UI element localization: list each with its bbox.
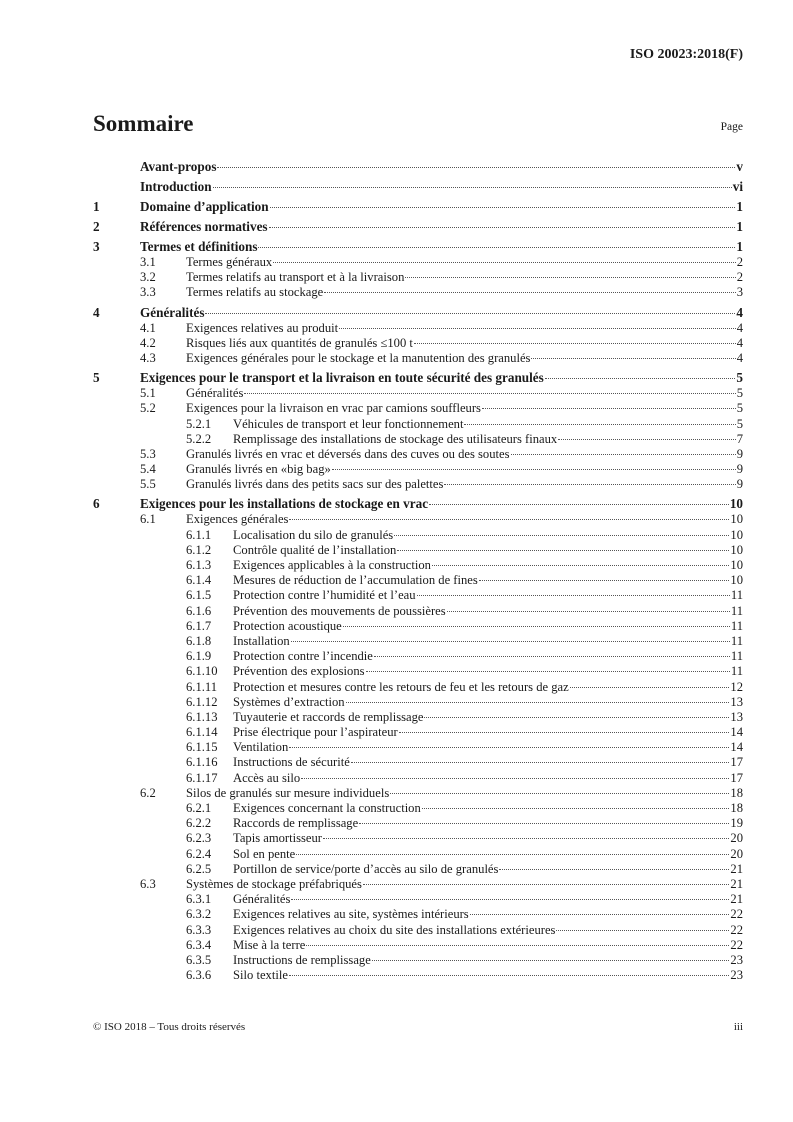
entry-page: 19 bbox=[730, 816, 743, 831]
dot-leader bbox=[339, 328, 736, 329]
entry-page: 11 bbox=[730, 649, 743, 664]
dot-leader bbox=[394, 535, 729, 536]
entry-number: 6.1 bbox=[140, 512, 156, 527]
dot-leader bbox=[422, 808, 730, 809]
toc-entry[interactable] bbox=[93, 664, 743, 679]
entry-page: 2 bbox=[736, 255, 743, 269]
toc-entry[interactable] bbox=[93, 573, 743, 588]
dot-leader bbox=[306, 945, 729, 946]
entry-title: Sol en pente bbox=[233, 846, 296, 861]
dot-leader bbox=[429, 504, 729, 505]
entry-number: 4 bbox=[93, 304, 100, 320]
entry-number: 6.1.6 bbox=[186, 603, 212, 618]
entry-number: 6.1.9 bbox=[186, 649, 212, 664]
page-column-label: Page bbox=[720, 121, 743, 133]
dot-leader bbox=[482, 408, 736, 409]
toc-entry[interactable] bbox=[93, 847, 743, 862]
entry-number: 5.2.2 bbox=[186, 431, 212, 446]
entry-number: 5.5 bbox=[140, 477, 156, 492]
dot-leader bbox=[217, 167, 735, 168]
dot-leader bbox=[289, 519, 729, 520]
entry-title: Généralités bbox=[186, 386, 244, 401]
entry-title: Généralités bbox=[140, 304, 205, 320]
document-id: ISO 20023:2018(F) bbox=[629, 47, 743, 62]
toc-entry[interactable] bbox=[93, 604, 743, 619]
toc-entry[interactable] bbox=[93, 285, 743, 300]
dot-leader bbox=[405, 277, 735, 278]
dot-leader bbox=[399, 732, 730, 733]
entry-title: Granulés livrés en vrac et déversés dans des cuves ou des soutes bbox=[186, 446, 510, 461]
dot-leader bbox=[244, 393, 735, 394]
toc-entry[interactable] bbox=[93, 680, 743, 695]
entry-number: 4.3 bbox=[140, 350, 156, 365]
entry-page: 10 bbox=[730, 573, 743, 588]
toc-entry[interactable] bbox=[93, 710, 743, 725]
dot-leader bbox=[270, 207, 736, 208]
entry-page: 23 bbox=[730, 952, 743, 967]
entry-number: 6.2.4 bbox=[186, 846, 212, 861]
entry-page: 5 bbox=[736, 401, 743, 416]
page-number: iii bbox=[733, 1021, 743, 1033]
entry-title: Protection contre l’humidité et l’eau bbox=[233, 588, 416, 603]
toc-entry[interactable] bbox=[93, 417, 743, 432]
entry-number: 6.2.2 bbox=[186, 816, 212, 831]
entry-number: 6.1.5 bbox=[186, 588, 212, 603]
dot-leader bbox=[511, 454, 736, 455]
dot-leader bbox=[397, 550, 729, 551]
toc-entry[interactable] bbox=[93, 270, 743, 285]
entry-page: 1 bbox=[736, 239, 743, 254]
dot-leader bbox=[464, 424, 735, 425]
entry-page: 11 bbox=[730, 618, 743, 633]
entry-page: 4 bbox=[736, 335, 743, 350]
toc-entry[interactable] bbox=[93, 447, 743, 462]
entry-title: Prévention des mouvements de poussières bbox=[233, 603, 446, 618]
entry-title: Termes et définitions bbox=[140, 239, 258, 254]
dot-leader bbox=[289, 747, 729, 748]
entry-page: 5 bbox=[736, 386, 743, 401]
entry-title: Accès au silo bbox=[233, 770, 301, 785]
toc-entry[interactable] bbox=[93, 695, 743, 710]
entry-number: 6.1.8 bbox=[186, 633, 212, 648]
entry-page: 10 bbox=[730, 542, 743, 557]
entry-title: Silos de granulés sur mesure individuels bbox=[186, 785, 390, 800]
entry-page: 9 bbox=[736, 446, 743, 461]
entry-number: 6.1.2 bbox=[186, 542, 212, 557]
entry-page: 10 bbox=[729, 496, 743, 512]
entry-page: 21 bbox=[730, 892, 743, 907]
toc-entry[interactable] bbox=[93, 238, 743, 255]
entry-title: Protection contre l’incendie bbox=[233, 649, 373, 664]
toc-entry[interactable] bbox=[93, 401, 743, 416]
dot-leader bbox=[374, 656, 730, 657]
entry-number: 6.3.6 bbox=[186, 968, 212, 983]
entry-number: 6.1.1 bbox=[186, 527, 212, 542]
entry-page: 1 bbox=[736, 199, 743, 214]
entry-title: Remplissage des installations de stockage des utilisateurs finaux bbox=[233, 431, 558, 446]
entry-title: Exigences relatives au produit bbox=[186, 320, 339, 335]
toc-entry[interactable] bbox=[93, 432, 743, 447]
entry-page: 5 bbox=[736, 370, 743, 386]
dot-leader bbox=[447, 611, 730, 612]
entry-page: 13 bbox=[730, 709, 743, 724]
entry-page: 10 bbox=[730, 527, 743, 542]
entry-page: 21 bbox=[730, 876, 743, 891]
entry-title: Termes généraux bbox=[186, 255, 273, 269]
entry-number: 5.4 bbox=[140, 462, 156, 477]
toc-entry[interactable] bbox=[93, 178, 743, 195]
entry-title: Exigences relatives au site, systèmes intérieurs bbox=[233, 907, 469, 922]
entry-page: 4 bbox=[736, 304, 743, 320]
entry-page: 18 bbox=[730, 801, 743, 815]
dot-leader bbox=[346, 702, 730, 703]
entry-title: Exigences générales pour le stockage et la manutention des granulés bbox=[186, 350, 531, 365]
entry-number: 6.1.11 bbox=[186, 679, 218, 694]
entry-number: 6.2.5 bbox=[186, 861, 212, 876]
entry-page: 7 bbox=[736, 431, 743, 446]
entry-title: Mesures de réduction de l’accumulation de fines bbox=[233, 573, 478, 588]
dot-leader bbox=[558, 439, 735, 440]
entry-page: 18 bbox=[730, 785, 743, 800]
entry-number: 4.1 bbox=[140, 320, 156, 335]
entry-number: 1 bbox=[93, 199, 100, 214]
entry-title: Installation bbox=[233, 633, 290, 648]
dot-leader bbox=[273, 262, 736, 263]
toc-entry[interactable] bbox=[93, 634, 743, 649]
entry-page: 20 bbox=[730, 831, 743, 846]
entry-title: Véhicules de transport et leur fonctionnement bbox=[233, 416, 464, 431]
entry-number: 3.1 bbox=[140, 255, 156, 269]
entry-title: Domaine d’application bbox=[140, 199, 269, 214]
dot-leader bbox=[366, 671, 730, 672]
toc-entry[interactable] bbox=[93, 649, 743, 664]
toc-entry[interactable] bbox=[93, 740, 743, 755]
entry-number: 3.2 bbox=[140, 270, 156, 285]
toc-entry[interactable] bbox=[93, 968, 743, 983]
toc-entry[interactable] bbox=[93, 386, 743, 401]
entry-page: 4 bbox=[736, 350, 743, 365]
dot-leader bbox=[359, 823, 729, 824]
entry-number: 6.3.4 bbox=[186, 937, 212, 952]
toc-entry[interactable] bbox=[93, 321, 743, 336]
entry-title: Prévention des explosions bbox=[233, 664, 365, 679]
entry-title: Exigences relatives au choix du site des installations extérieures bbox=[233, 922, 556, 937]
entry-number: 6.1.3 bbox=[186, 558, 212, 572]
toc-entry[interactable] bbox=[93, 528, 743, 543]
dot-leader bbox=[531, 358, 735, 359]
entry-number: 5.2.1 bbox=[186, 416, 212, 431]
entry-number: 6.3.2 bbox=[186, 907, 212, 922]
toc-entry[interactable] bbox=[93, 336, 743, 351]
toc-entry[interactable] bbox=[93, 558, 743, 573]
entry-number: 3.3 bbox=[140, 285, 156, 300]
dot-leader bbox=[444, 484, 735, 485]
toc-entry[interactable] bbox=[93, 588, 743, 603]
entry-number: 3 bbox=[93, 239, 100, 254]
entry-number: 6.2.1 bbox=[186, 801, 212, 815]
entry-title: Raccords de remplissage bbox=[233, 816, 359, 831]
entry-title: Instructions de sécurité bbox=[233, 755, 350, 770]
entry-number: 6.3 bbox=[140, 876, 156, 891]
dot-leader bbox=[417, 595, 730, 596]
entry-page: v bbox=[736, 159, 743, 174]
entry-number: 5.3 bbox=[140, 446, 156, 461]
toc-entry[interactable] bbox=[93, 923, 743, 938]
dot-leader bbox=[545, 378, 736, 379]
toc-entry[interactable] bbox=[93, 512, 743, 527]
toc-entry[interactable] bbox=[93, 771, 743, 786]
dot-leader bbox=[343, 626, 730, 627]
entry-number: 6.1.17 bbox=[186, 770, 218, 785]
entry-number: 6.1.16 bbox=[186, 755, 218, 770]
toc-section bbox=[93, 178, 743, 195]
entry-page: 9 bbox=[736, 477, 743, 492]
entry-page: 21 bbox=[730, 861, 743, 876]
dot-leader bbox=[479, 580, 730, 581]
toc-entry[interactable] bbox=[93, 831, 743, 846]
toc-section bbox=[93, 198, 743, 215]
toc-section bbox=[93, 158, 743, 175]
entry-number: 6.3.3 bbox=[186, 922, 212, 937]
toc-entry[interactable] bbox=[93, 907, 743, 922]
toc-section bbox=[93, 304, 743, 367]
entry-title: Protection acoustique bbox=[233, 618, 342, 633]
entry-page: 17 bbox=[730, 755, 743, 770]
dot-leader bbox=[351, 762, 730, 763]
toc-entry[interactable] bbox=[93, 786, 743, 801]
entry-page: 22 bbox=[730, 907, 743, 922]
entry-title: Systèmes d’extraction bbox=[233, 694, 345, 709]
entry-page: 14 bbox=[730, 725, 743, 740]
entry-page: 11 bbox=[730, 664, 743, 679]
toc-entry[interactable] bbox=[93, 495, 743, 512]
entry-title: Instructions de remplissage bbox=[233, 952, 371, 967]
page-title: Sommaire bbox=[93, 111, 194, 136]
entry-page: 10 bbox=[730, 558, 743, 572]
entry-page: 13 bbox=[730, 694, 743, 709]
entry-number: 6.1.10 bbox=[186, 664, 218, 679]
toc-entry[interactable] bbox=[93, 892, 743, 907]
entry-page: 2 bbox=[736, 270, 743, 285]
toc-section bbox=[93, 495, 743, 983]
entry-number: 6.3.5 bbox=[186, 952, 212, 967]
entry-page: 22 bbox=[730, 937, 743, 952]
entry-title: Protection et mesures contre les retours de feu et les retours de gaz bbox=[233, 679, 569, 694]
toc-entry[interactable] bbox=[93, 218, 743, 235]
toc-entry[interactable] bbox=[93, 158, 743, 175]
dot-leader bbox=[269, 227, 736, 228]
dot-leader bbox=[556, 930, 729, 931]
entry-number: 2 bbox=[93, 219, 100, 234]
dot-leader bbox=[414, 343, 736, 344]
entry-title: Mise à la terre bbox=[233, 937, 306, 952]
toc-entry[interactable] bbox=[93, 351, 743, 366]
toc-entry[interactable] bbox=[93, 862, 743, 877]
entry-number: 6.1.4 bbox=[186, 573, 212, 588]
dot-leader bbox=[291, 899, 729, 900]
entry-title: Exigences concernant la construction bbox=[233, 801, 421, 815]
entry-number: 5.1 bbox=[140, 386, 156, 401]
entry-page: 14 bbox=[730, 740, 743, 755]
entry-number: 6.2.3 bbox=[186, 831, 212, 846]
toc-entry[interactable] bbox=[93, 877, 743, 892]
entry-title: Termes relatifs au transport et à la livraison bbox=[186, 270, 405, 285]
toc-entry[interactable] bbox=[93, 619, 743, 634]
entry-page: 23 bbox=[730, 968, 743, 983]
entry-number: 6 bbox=[93, 496, 100, 512]
entry-number: 6.1.12 bbox=[186, 694, 218, 709]
dot-leader bbox=[499, 869, 729, 870]
entry-title: Portillon de service/porte d’accès au silo de granulés bbox=[233, 861, 499, 876]
dot-leader bbox=[301, 778, 729, 779]
table-of-contents bbox=[93, 158, 743, 983]
entry-page: 11 bbox=[730, 633, 743, 648]
entry-page: 4 bbox=[736, 320, 743, 335]
entry-number: 6.2 bbox=[140, 785, 156, 800]
dot-leader bbox=[291, 641, 730, 642]
entry-title: Ventilation bbox=[233, 740, 289, 755]
entry-number: 6.1.7 bbox=[186, 618, 212, 633]
dot-leader bbox=[470, 914, 730, 915]
entry-title: Termes relatifs au stockage bbox=[186, 285, 324, 300]
entry-page: 1 bbox=[736, 219, 743, 234]
toc-entry[interactable] bbox=[93, 462, 743, 477]
toc-entry[interactable] bbox=[93, 369, 743, 386]
toc-entry[interactable] bbox=[93, 816, 743, 831]
entry-number: 6.1.15 bbox=[186, 740, 218, 755]
entry-page: 11 bbox=[730, 588, 743, 603]
copyright: © ISO 2018 – Tous droits réservés bbox=[93, 1021, 246, 1033]
entry-title: Tapis amortisseur bbox=[233, 831, 323, 846]
entry-title: Exigences applicables à la construction bbox=[233, 558, 431, 572]
dot-leader bbox=[323, 838, 729, 839]
entry-number: 5 bbox=[93, 370, 100, 386]
toc-section bbox=[93, 218, 743, 235]
dot-leader bbox=[424, 717, 729, 718]
entry-page: 9 bbox=[736, 462, 743, 477]
entry-title: Tuyauterie et raccords de remplissage bbox=[233, 709, 424, 724]
entry-title: Exigences générales bbox=[186, 512, 289, 527]
entry-title: Localisation du silo de granulés bbox=[233, 527, 394, 542]
dot-leader bbox=[332, 469, 736, 470]
dot-leader bbox=[205, 313, 735, 314]
entry-page: 22 bbox=[730, 922, 743, 937]
entry-title: Granulés livrés en «big bag» bbox=[186, 462, 331, 477]
entry-title: Risques liés aux quantités de granulés ≤100 t bbox=[186, 335, 413, 350]
entry-title: Granulés livrés dans des petits sacs sur des palettes bbox=[186, 477, 444, 492]
dot-leader bbox=[432, 565, 729, 566]
toc-section bbox=[93, 238, 743, 301]
entry-title: Exigences pour les installations de stockage en vrac bbox=[140, 496, 429, 512]
toc-entry[interactable] bbox=[93, 725, 743, 740]
entry-number: 6.1.14 bbox=[186, 725, 218, 740]
toc-entry[interactable] bbox=[93, 543, 743, 558]
dot-leader bbox=[213, 187, 732, 188]
toc-entry[interactable] bbox=[93, 255, 743, 270]
dot-leader bbox=[570, 687, 730, 688]
entry-page: vi bbox=[732, 179, 743, 194]
dot-leader bbox=[390, 793, 729, 794]
dot-leader bbox=[258, 247, 735, 248]
entry-title: Contrôle qualité de l’installation bbox=[233, 542, 397, 557]
entry-number: 4.2 bbox=[140, 335, 156, 350]
entry-page: 3 bbox=[736, 285, 743, 300]
entry-page: 5 bbox=[736, 416, 743, 431]
dot-leader bbox=[372, 960, 730, 961]
toc-entry[interactable] bbox=[93, 304, 743, 321]
dot-leader bbox=[296, 854, 729, 855]
toc-entry[interactable] bbox=[93, 755, 743, 770]
entry-title: Références normatives bbox=[140, 219, 268, 234]
entry-page: 10 bbox=[730, 512, 743, 527]
entry-title: Avant-propos bbox=[140, 159, 217, 174]
entry-number: 6.3.1 bbox=[186, 892, 212, 907]
toc-section bbox=[93, 369, 743, 492]
entry-title: Exigences pour la livraison en vrac par camions souffleurs bbox=[186, 401, 481, 416]
entry-title: Silo textile bbox=[233, 968, 288, 983]
dot-leader bbox=[289, 975, 729, 976]
entry-title: Prise électrique pour l’aspirateur bbox=[233, 725, 398, 740]
entry-page: 17 bbox=[730, 770, 743, 785]
entry-title: Exigences pour le transport et la livraison en toute sécurité des granulés bbox=[140, 370, 544, 386]
entry-title: Systèmes de stockage préfabriqués bbox=[186, 876, 362, 891]
dot-leader bbox=[324, 292, 735, 293]
entry-title: Généralités bbox=[233, 892, 291, 907]
entry-number: 6.1.13 bbox=[186, 709, 218, 724]
entry-page: 11 bbox=[730, 603, 743, 618]
entry-number: 5.2 bbox=[140, 401, 156, 416]
footer bbox=[93, 1021, 743, 1033]
toc-entry[interactable] bbox=[93, 938, 743, 953]
entry-page: 20 bbox=[730, 846, 743, 861]
toc-entry[interactable] bbox=[93, 477, 743, 492]
entry-title: Introduction bbox=[140, 179, 212, 194]
toc-entry[interactable] bbox=[93, 953, 743, 968]
toc-entry[interactable] bbox=[93, 801, 743, 816]
entry-page: 12 bbox=[730, 679, 743, 694]
dot-leader bbox=[363, 884, 729, 885]
toc-entry[interactable] bbox=[93, 198, 743, 215]
